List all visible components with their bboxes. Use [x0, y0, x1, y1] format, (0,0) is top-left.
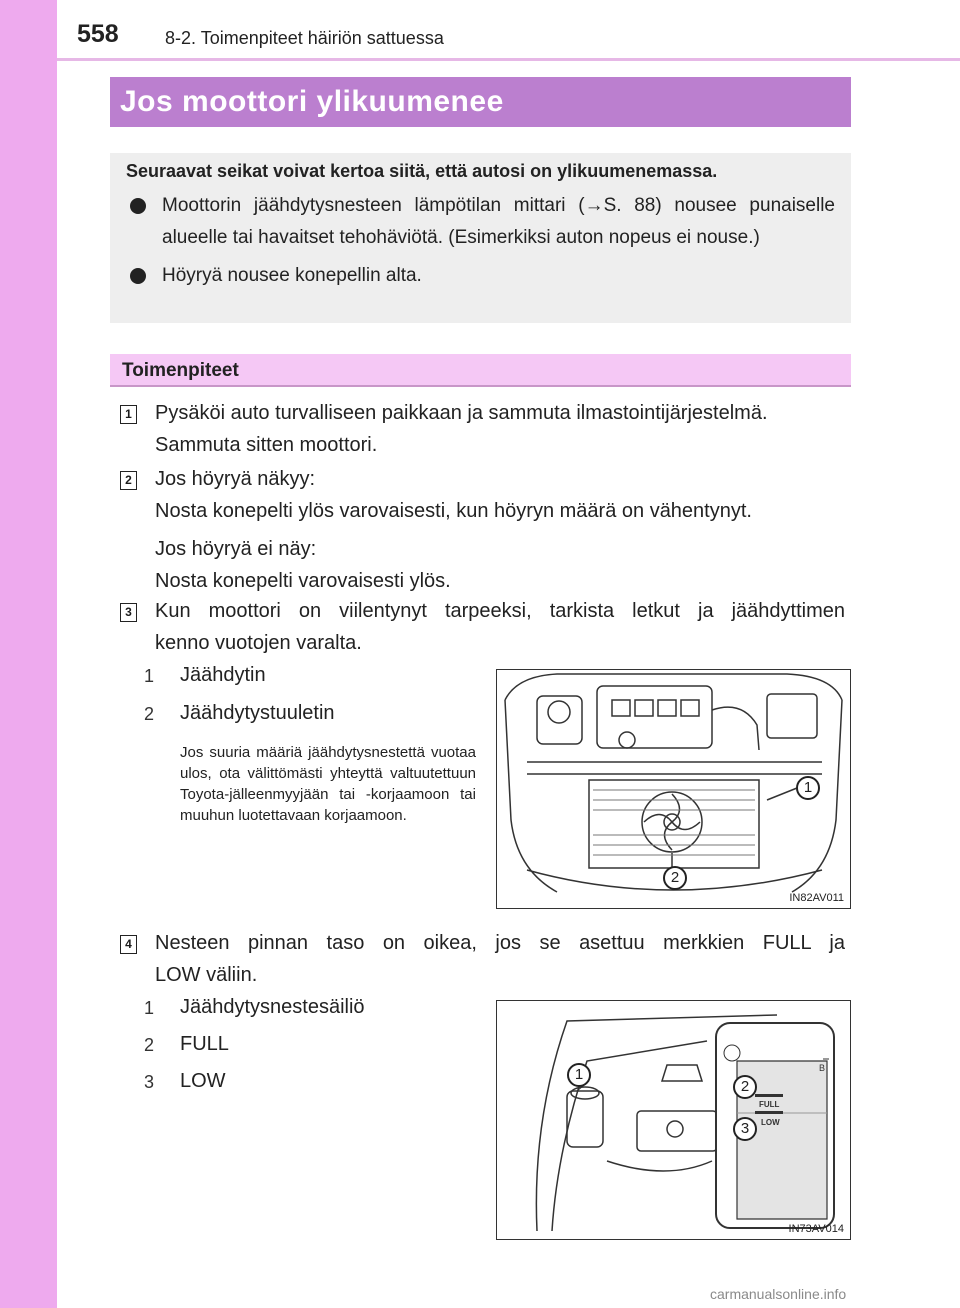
leak-note: Jos suuria määriä jäähdytysnestettä vuotaa ulos, ota välittömästi yhteyttä valtuutettuun Toyota-jälleenmyyjään tai -korjaamoon tai muuhun luotettavaan korjaamoon. [180, 744, 476, 824]
bullet-icon [130, 268, 146, 284]
tank-mark-full: FULL [759, 1100, 780, 1109]
step-number: 2 [120, 471, 137, 490]
step-text: Jos höyryä näkyy: [155, 468, 316, 490]
info-bullet [126, 190, 835, 254]
bullet-icon [130, 198, 146, 214]
step-number: 4 [120, 935, 137, 954]
step-text: LOW väliin. [155, 964, 258, 986]
reservoir-illustration [497, 1001, 850, 1239]
overheating-info-box [110, 153, 851, 323]
page-side-tab [0, 0, 57, 1308]
legend-label: Jäähdytysnestesäiliö [180, 996, 365, 1018]
header-rule [57, 58, 960, 61]
callout-reservoir: 1 [567, 1063, 591, 1087]
callout-full: 2 [733, 1075, 757, 1099]
legend-label: FULL [180, 1033, 229, 1055]
figure-code: IN82AV011 [789, 892, 844, 904]
running-header: 8-2. Toimenpiteet häiriön sattuessa [165, 28, 444, 48]
legend-number: 2 [144, 704, 155, 724]
figure-code: IN73AV014 [788, 1223, 844, 1235]
section-heading: Toimenpiteet [110, 354, 851, 387]
legend-label: LOW [180, 1070, 226, 1092]
page-number: 558 [77, 20, 119, 48]
bullet-text: Höyryä nousee konepellin alta. [162, 265, 422, 286]
info-lead: Seuraavat seikat voivat kertoa siitä, että autosi on ylikuumenemassa. [126, 161, 718, 181]
radiator-figure [496, 669, 851, 909]
step-text: Jos höyryä ei näy: [155, 538, 317, 560]
page-title: Jos moottori ylikuumenee [110, 77, 851, 127]
legend-label: Jäähdytin [180, 664, 266, 686]
callout-radiator: 1 [796, 776, 820, 800]
step-number: 3 [120, 603, 137, 622]
watermark-text: carmanualsonline.info [710, 1286, 847, 1302]
step-text: Nosta konepelti varovaisesti ylös. [155, 570, 451, 592]
step-text: Pysäköi auto turvalliseen paikkaan ja sammuta ilmastointijärjestelmä. [155, 402, 768, 424]
callout-low: 3 [733, 1117, 757, 1141]
legend-number: 1 [144, 998, 155, 1018]
step-number: 1 [120, 405, 137, 424]
step-text: Nosta konepelti ylös varovaisesti, kun höyryn määrä on vähentynyt. [155, 500, 752, 522]
tank-mark-low: LOW [761, 1118, 780, 1127]
legend-label: Jäähdytystuuletin [180, 702, 335, 724]
info-bullet [126, 260, 835, 292]
legend-number: 3 [144, 1072, 155, 1092]
bullet-text: Moottorin jäähdytysnesteen lämpötilan mittari (→S. 88) nousee punaiselle alueelle tai havaitset tehohäviötä. (Esimerkiksi auton nopeus ei nouse.) [162, 195, 835, 248]
callout-fan: 2 [663, 866, 687, 890]
legend-number: 1 [144, 666, 155, 686]
tank-mark-b: B [819, 1063, 826, 1073]
step-text: Nesteen pinnan taso on oikea, jos se asettuu merkkien FULL ja [155, 932, 845, 954]
step-text: Sammuta sitten moottori. [155, 434, 378, 456]
legend-number: 2 [144, 1035, 155, 1055]
step-text: Kun moottori on viilentynyt tarpeeksi, tarkista letkut ja jäähdyttimen [155, 600, 845, 622]
step-text: kenno vuotojen varalta. [155, 632, 362, 654]
coolant-reservoir-figure [496, 1000, 851, 1240]
